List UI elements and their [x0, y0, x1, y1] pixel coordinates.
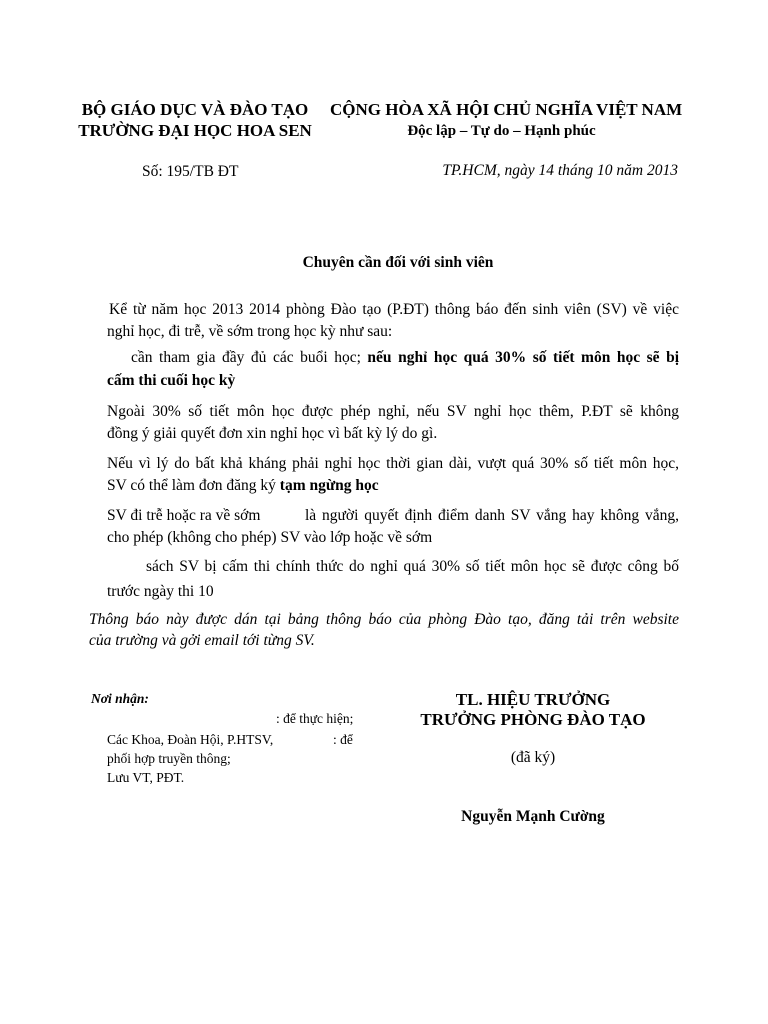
- notice-line1-text: Thông báo này được dán tại bảng thông báo của phòng Đào tạo, đăng tải trên website: [89, 611, 679, 628]
- paragraph-5-line-1a: SV đi trễ hoặc ra về sớm: [107, 507, 261, 524]
- signed-mark: (đã ký): [510, 749, 556, 766]
- recipients-line-2a: Các Khoa, Đoàn Hội, P.HTSV,: [107, 732, 274, 747]
- paragraph-5-line-2: cho phép (không cho phép) SV vào lớp hoặc về sớm: [107, 529, 433, 546]
- university-name: TRƯỜNG ĐẠI HỌC HOA SEN: [78, 121, 312, 140]
- paragraph-1-line-2: nghỉ học, đi trễ, về sớm trong học kỳ như sau:: [107, 323, 393, 340]
- paragraph-4-line-1: [107, 455, 679, 473]
- recipients-line-3: phối hợp truyền thông;: [107, 751, 231, 766]
- paragraph-5-line-1b: [305, 507, 679, 525]
- ministry-name: BỘ GIÁO DỤC VÀ ĐÀO TẠO: [81, 100, 309, 119]
- paragraph-6-line-1: [146, 558, 679, 576]
- paragraph-6-line-2: trước ngày thi 10: [107, 583, 214, 600]
- notice-line-1: [89, 611, 679, 629]
- p4-bold: tạm ngừng học: [279, 477, 379, 494]
- motto: Độc lập – Tự do – Hạnh phúc: [407, 123, 596, 139]
- recipients-line-2b: : để: [333, 732, 353, 747]
- document-number: Số: 195/TB ĐT: [142, 163, 239, 180]
- p2-bold: nếu nghỉ học quá 30% số tiết môn học sẽ bị: [367, 349, 680, 366]
- paragraph-3-line-2: đồng ý giải quyết đơn xin nghỉ học vì bất kỳ lý do gì.: [107, 425, 438, 442]
- p4-line1-text: Nếu vì lý do bất khả kháng phải nghỉ học thời gian dài, vượt quá 30% số tiết môn học,: [107, 455, 679, 472]
- p3-line1-text: Ngoài 30% số tiết môn học được phép nghỉ, nếu SV nghỉ học thêm, P.ĐT sẽ không: [107, 403, 679, 420]
- p6-line1-text: sách SV bị cấm thi chính thức do nghỉ quá 30% số tiết môn học sẽ được công bố: [146, 558, 679, 575]
- p4-plain: SV có thể làm đơn đăng ký: [107, 477, 276, 494]
- document-date: TP.HCM, ngày 14 tháng 10 năm 2013: [442, 162, 678, 179]
- signer-name: Nguyễn Mạnh Cường: [461, 808, 605, 825]
- recipients-line-4: Lưu VT, PĐT.: [107, 770, 185, 785]
- signature-title-1: TL. HIỆU TRƯỞNG: [455, 690, 611, 709]
- p5-line1b-text: là người quyết định điểm danh SV vắng hay không vắng,: [305, 507, 679, 524]
- paragraph-4-line-2: [107, 477, 379, 495]
- paragraph-3-line-1: [107, 403, 679, 421]
- p1-line1-text: Kể từ năm học 2013 2014 phòng Đào tạo (P.ĐT) thông báo đến sinh viên (SV) về việc: [109, 301, 679, 318]
- document-title: Chuyên cần đối với sinh viên: [302, 254, 494, 271]
- recipients-line-1: : để thực hiện;: [276, 711, 354, 726]
- paragraph-1-line-1: [107, 301, 679, 319]
- recipients-label: Nơi nhận:: [91, 691, 149, 706]
- paragraph-2-line-2: cấm thi cuối học kỳ: [107, 372, 236, 389]
- paragraph-2-line-1: [131, 349, 679, 367]
- p2-plain: cần tham gia đầy đủ các buổi học;: [131, 349, 361, 366]
- signature-title-2: TRƯỞNG PHÒNG ĐÀO TẠO: [420, 710, 646, 729]
- republic-name: CỘNG HÒA XÃ HỘI CHỦ NGHĨA VIỆT NAM: [330, 100, 683, 119]
- notice-line-2: của trường và gởi email tới từng SV.: [89, 632, 315, 649]
